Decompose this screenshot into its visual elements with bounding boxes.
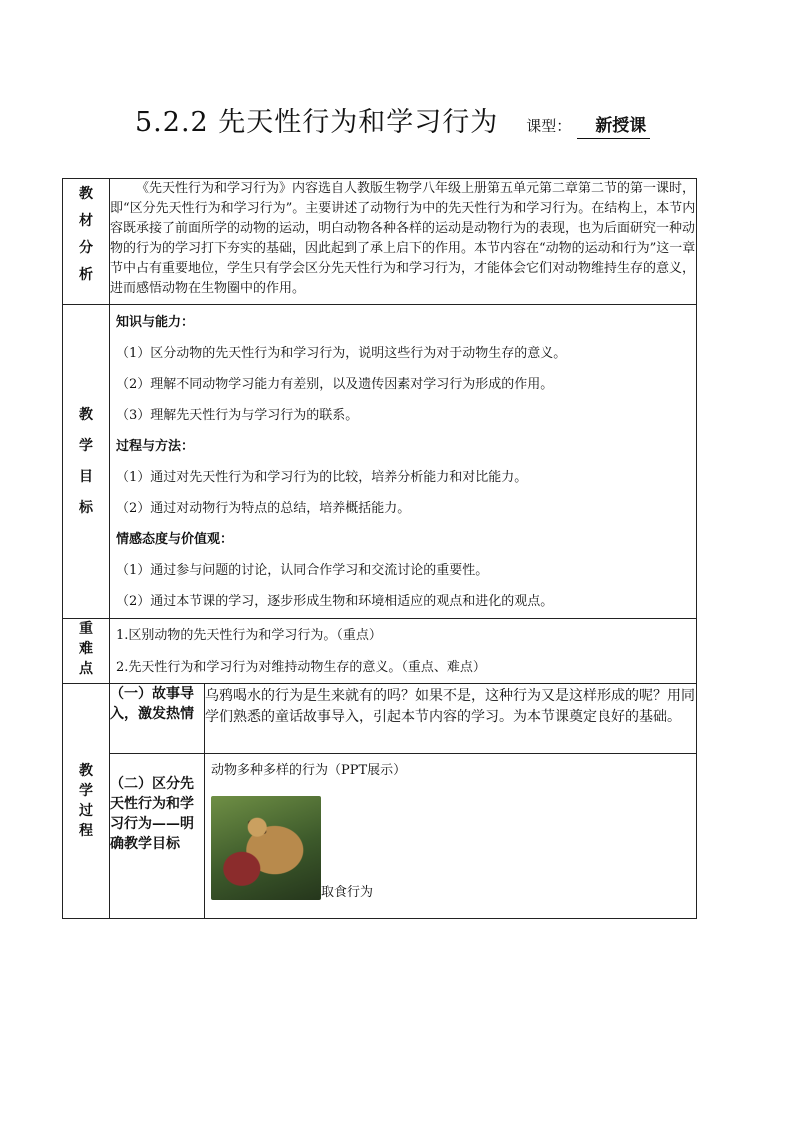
lesson-type-value: 新授课	[577, 111, 650, 139]
key-points-row	[63, 619, 697, 684]
goal-item: （1）通过对先天性行为和学习行为的比较，培养分析能力和对比能力。	[116, 470, 528, 485]
goal-item: （2）通过对动物行为特点的总结，培养概括能力。	[116, 501, 411, 516]
process-step-2-text: 动物多种多样的行为（PPT展示）	[211, 763, 407, 778]
document-title: 5.2.2 先天性行为和学习行为	[135, 107, 499, 138]
label-char: 教	[79, 406, 93, 423]
key-points-content	[110, 619, 697, 684]
key-points-label	[63, 619, 110, 684]
material-analysis-label	[63, 179, 110, 305]
goal-item: （2）通过本节课的学习，逐步形成生物和环境相适应的观点和进化的观点。	[116, 594, 554, 609]
key-point-item: 2.先天性行为和学习行为对维持动物生存的意义。（重点、难点）	[116, 660, 486, 675]
label-char: 点	[79, 661, 93, 677]
teaching-goals-label	[63, 305, 110, 619]
goal-heading: 过程与方法：	[116, 439, 195, 454]
label-char: 教	[79, 763, 93, 779]
photo-caption: 取食行为	[321, 885, 374, 900]
process-step-2-label: （二）区分先天性行为和学习行为——明确教学目标	[110, 754, 205, 919]
label-char: 分	[79, 240, 93, 256]
goal-item: （2）理解不同动物学习能力有差别，以及遗传因素对学习行为形成的作用。	[116, 377, 554, 392]
label-char: 过	[79, 803, 93, 819]
process-label	[63, 684, 110, 919]
label-char: 教	[79, 186, 93, 202]
process-step-1-row	[63, 684, 697, 754]
goal-item: （1）区分动物的先天性行为和学习行为，说明这些行为对于动物生存的意义。	[116, 346, 567, 361]
document-header	[135, 100, 695, 136]
photo-row	[211, 796, 690, 900]
goal-heading: 知识与能力：	[116, 315, 195, 330]
lesson-type-label: 课型：	[526, 117, 572, 135]
label-char: 学	[79, 437, 93, 454]
label-char: 材	[79, 213, 93, 229]
key-point-item: 1.区别动物的先天性行为和学习行为。（重点）	[116, 628, 382, 643]
lesson-plan-table	[62, 178, 697, 919]
teaching-goals-content	[110, 305, 697, 619]
goal-heading: 情感态度与价值观：	[116, 532, 234, 547]
goal-item: （1）通过参与问题的讨论，认同合作学习和交流讨论的重要性。	[116, 563, 489, 578]
leopard-feeding-photo	[211, 796, 321, 900]
label-char: 标	[79, 499, 93, 516]
label-char: 程	[79, 823, 93, 839]
process-step-1-text: 乌鸦喝水的行为是生来就有的吗？如果不是，这种行为又是这样形成的呢？用同学们熟悉的童话故事导入，引起本节内容的学习。为本节课奠定良好的基础。	[205, 684, 697, 754]
label-char: 学	[79, 783, 93, 799]
process-step-1-label: （一）故事导入，激发热情	[110, 684, 205, 754]
label-char: 难	[79, 641, 93, 657]
label-char: 重	[79, 621, 93, 637]
material-analysis-row	[63, 179, 697, 305]
material-analysis-text: 《先天性行为和学习行为》内容选自人教版生物学八年级上册第五单元第二章第二节的第一课时，即“区分先天性行为和学习行为”。主要讲述了动物行为中的先天性行为和学习行为。在结构上，本节内容既承接了前面所学的动物的运动，明白动物各种各样的运动是动物行为的表现，也为后面研究一种动物的行为的学习打下夯实的基础，因此起到了承上启下的作用。本节内容在“动物的运动和行为”这一章节中占有重要地位，学生只有学会区分先天性行为和学习行为，才能体会它们对动物维持生存的意义，进而感悟动物在生物圈中的作用。	[110, 179, 697, 305]
process-step-2-content	[205, 754, 697, 919]
process-step-2-row	[63, 754, 697, 919]
teaching-goals-row	[63, 305, 697, 619]
goal-item: （3）理解先天性行为与学习行为的联系。	[116, 408, 359, 423]
label-char: 析	[79, 267, 93, 283]
label-char: 目	[79, 468, 93, 485]
